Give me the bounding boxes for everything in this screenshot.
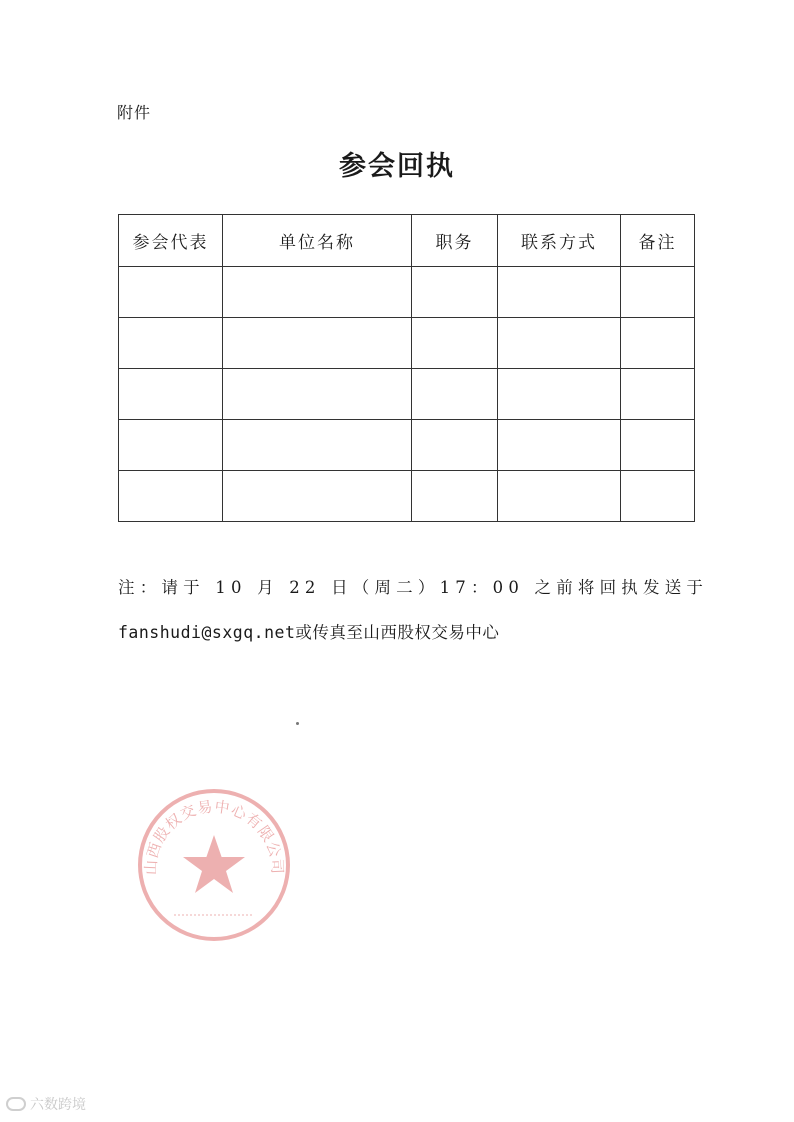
table-cell — [412, 318, 498, 369]
watermark-logo-icon — [6, 1097, 26, 1111]
table-row — [119, 420, 695, 471]
contact-email: fanshudi@sxgq.net — [118, 623, 296, 642]
header-organization: 单位名称 — [223, 215, 412, 267]
table-cell — [621, 471, 695, 522]
table-cell — [119, 369, 223, 420]
watermark-text: 六数跨境 — [30, 1097, 86, 1113]
table-row — [119, 369, 695, 420]
table-cell — [119, 318, 223, 369]
table-cell — [119, 420, 223, 471]
table-cell — [412, 471, 498, 522]
table-cell — [223, 267, 412, 318]
table-cell — [498, 420, 621, 471]
receipt-table — [118, 214, 695, 522]
note-line-2 — [118, 619, 499, 643]
table-cell — [119, 267, 223, 318]
table-cell — [621, 420, 695, 471]
table-cell — [412, 420, 498, 471]
table-cell — [498, 471, 621, 522]
table-cell — [498, 369, 621, 420]
page-title: 参会回执 — [339, 151, 455, 182]
official-seal-icon — [134, 785, 294, 945]
note-fax-text: 或传真至山西股权交易中心 — [295, 623, 500, 642]
table-cell — [223, 420, 412, 471]
table-cell — [412, 267, 498, 318]
attachment-label: 附件 — [117, 103, 152, 122]
table-cell — [621, 318, 695, 369]
table-cell — [223, 471, 412, 522]
note-line-1: 注：请于 10 月 22 日（周二）17：00 之前将回执发送于 — [118, 578, 709, 597]
table-cell — [621, 369, 695, 420]
table-header-row — [119, 215, 695, 267]
table-cell — [498, 318, 621, 369]
seal-star-icon — [183, 835, 245, 893]
header-position: 职务 — [412, 215, 498, 267]
header-representative: 参会代表 — [119, 215, 223, 267]
table-cell — [119, 471, 223, 522]
stray-mark — [296, 722, 299, 725]
header-remarks: 备注 — [621, 215, 695, 267]
table-row — [119, 471, 695, 522]
watermark — [6, 1094, 86, 1114]
table-cell — [498, 267, 621, 318]
header-contact: 联系方式 — [498, 215, 621, 267]
table-cell — [621, 267, 695, 318]
table-cell — [223, 318, 412, 369]
seal-text: 山西股权交易中心有限公司 — [141, 797, 287, 876]
table-cell — [223, 369, 412, 420]
table-row — [119, 318, 695, 369]
table-cell — [412, 369, 498, 420]
table-row — [119, 267, 695, 318]
